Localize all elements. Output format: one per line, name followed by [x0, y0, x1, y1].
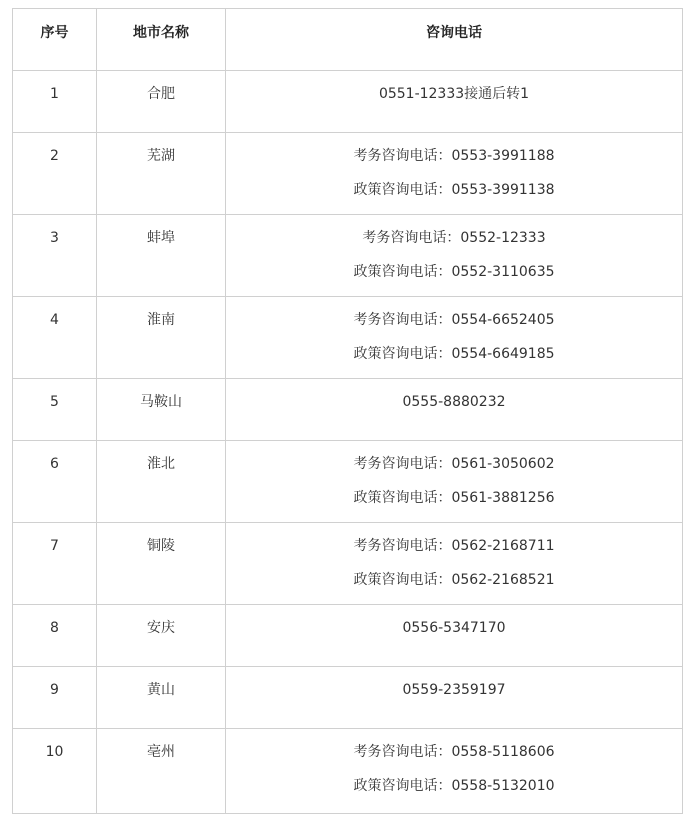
row-phone — [226, 605, 683, 667]
row-city: 淮北 — [97, 441, 226, 523]
row-phone — [226, 523, 683, 605]
row-index: 4 — [13, 297, 97, 379]
row-phone — [226, 729, 683, 814]
row-index: 5 — [13, 379, 97, 441]
row-index: 2 — [13, 133, 97, 215]
phone-number: 考务咨询电话：0554-6652405 — [353, 312, 555, 328]
header-phone: 咨询电话 — [226, 9, 683, 71]
row-phone — [226, 297, 683, 379]
phone-number: 考务咨询电话：0558-5118606 — [353, 744, 555, 760]
phone-number: 政策咨询电话：0561-3881256 — [353, 490, 555, 506]
phone-number: 政策咨询电话：0562-2168521 — [353, 572, 555, 588]
row-city: 马鞍山 — [97, 379, 226, 441]
phone-number: 考务咨询电话：0562-2168711 — [353, 538, 555, 554]
phone-number: 政策咨询电话：0553-3991138 — [353, 182, 555, 198]
table-row — [13, 605, 683, 667]
phone-number: 政策咨询电话：0558-5132010 — [353, 778, 555, 794]
table-row — [13, 441, 683, 523]
table-header-row — [13, 9, 683, 71]
row-phone — [226, 215, 683, 297]
table-row — [13, 523, 683, 605]
row-index: 7 — [13, 523, 97, 605]
row-city: 芜湖 — [97, 133, 226, 215]
row-city: 蚌埠 — [97, 215, 226, 297]
row-city: 淮南 — [97, 297, 226, 379]
row-city: 铜陵 — [97, 523, 226, 605]
phone-number: 0559-2359197 — [402, 682, 506, 698]
row-index: 1 — [13, 71, 97, 133]
phone-number: 0555-8880232 — [402, 394, 506, 410]
row-index: 8 — [13, 605, 97, 667]
row-index: 9 — [13, 667, 97, 729]
row-index: 6 — [13, 441, 97, 523]
table-body — [13, 71, 683, 814]
row-phone — [226, 667, 683, 729]
phone-number: 政策咨询电话：0554-6649185 — [353, 346, 555, 362]
row-index: 3 — [13, 215, 97, 297]
row-city: 亳州 — [97, 729, 226, 814]
phone-number: 0556-5347170 — [402, 620, 506, 636]
row-phone — [226, 379, 683, 441]
phone-number: 政策咨询电话：0552-3110635 — [353, 264, 555, 280]
header-index: 序号 — [13, 9, 97, 71]
phone-number: 考务咨询电话：0553-3991188 — [353, 148, 555, 164]
consultation-phone-table — [12, 8, 683, 814]
table-row — [13, 71, 683, 133]
row-phone — [226, 133, 683, 215]
row-city: 安庆 — [97, 605, 226, 667]
row-city: 黄山 — [97, 667, 226, 729]
header-city: 地市名称 — [97, 9, 226, 71]
phone-number: 0551-12333接通后转1 — [378, 86, 530, 102]
row-phone — [226, 441, 683, 523]
row-city: 合肥 — [97, 71, 226, 133]
table-row — [13, 729, 683, 814]
table-row — [13, 297, 683, 379]
table-row — [13, 215, 683, 297]
row-index: 10 — [13, 729, 97, 814]
phone-number: 考务咨询电话：0561-3050602 — [353, 456, 555, 472]
table-row — [13, 133, 683, 215]
phone-number: 考务咨询电话：0552-12333 — [362, 230, 546, 246]
table-row — [13, 379, 683, 441]
table-row — [13, 667, 683, 729]
row-phone — [226, 71, 683, 133]
